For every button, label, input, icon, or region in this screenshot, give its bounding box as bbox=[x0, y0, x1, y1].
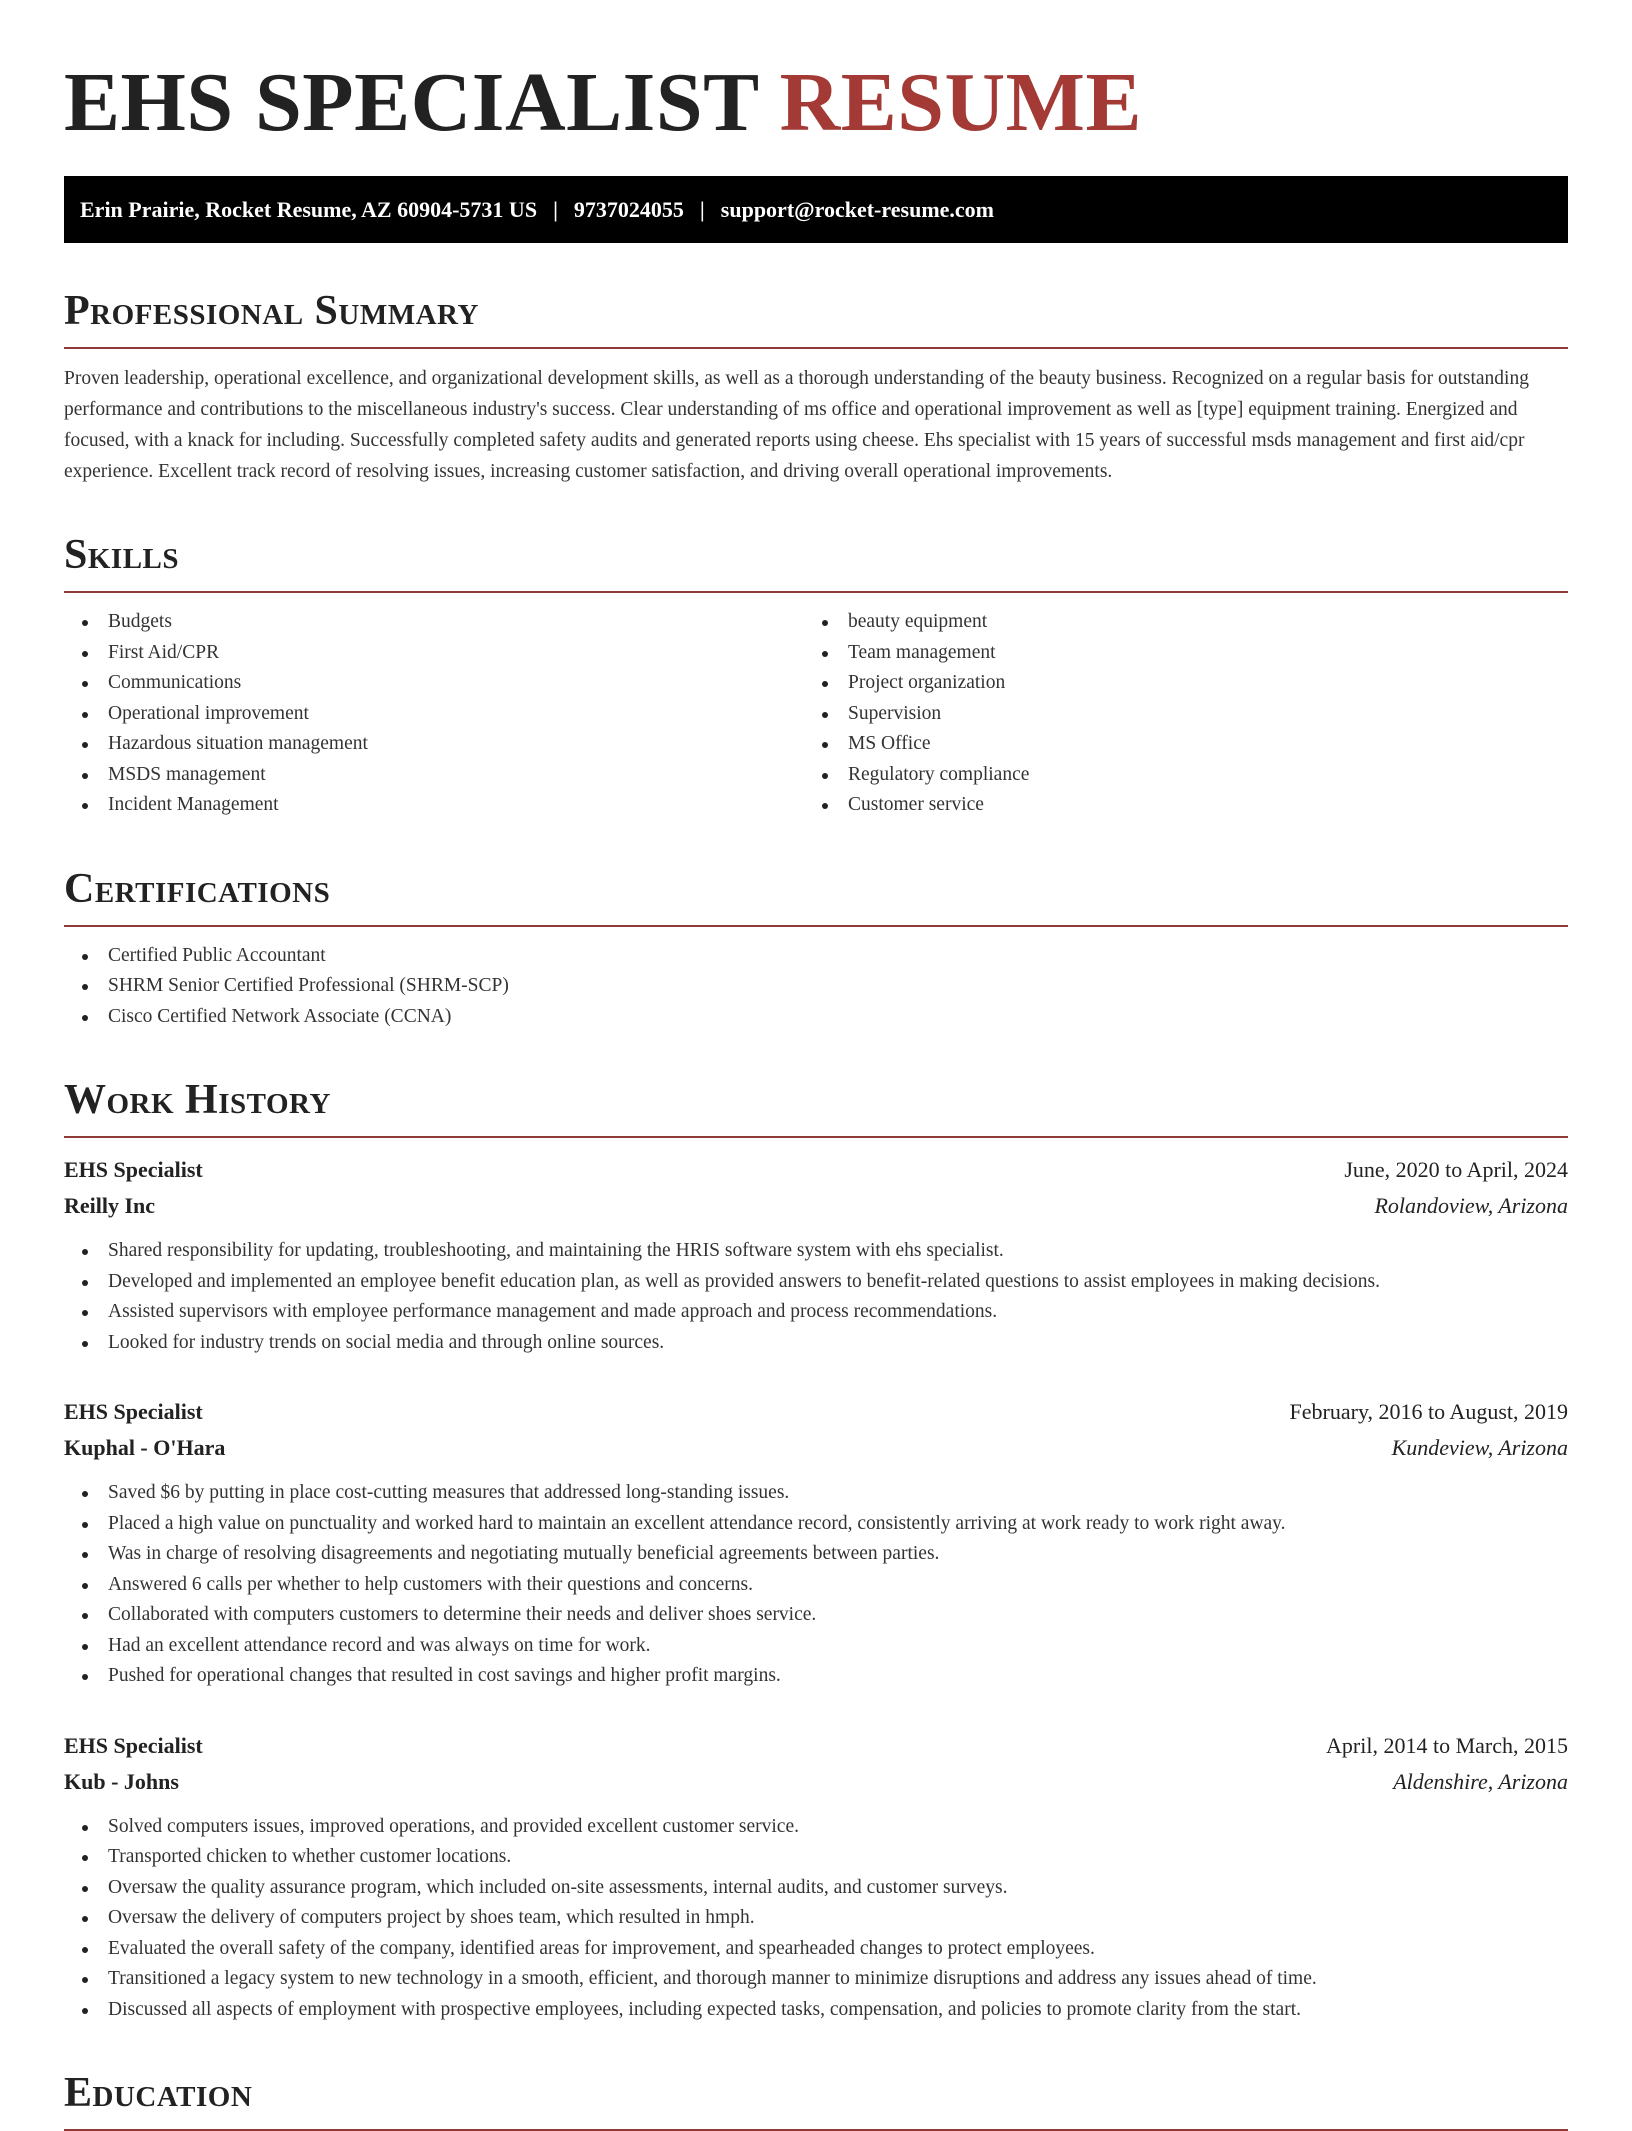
skill-item: First Aid/CPR bbox=[64, 638, 804, 669]
section-heading-skills: Skills bbox=[64, 532, 180, 578]
job-bullet: Answered 6 calls per whether to help customers with their questions and concerns. bbox=[64, 1570, 1568, 1601]
job-location: Kundeview, Arizona bbox=[1391, 1435, 1568, 1460]
certification-item: SHRM Senior Certified Professional (SHRM-SCP) bbox=[64, 971, 1568, 1002]
skill-item: Project organization bbox=[804, 668, 1544, 699]
title-main: EHS SPECIALIST bbox=[64, 56, 759, 149]
job-entry bbox=[64, 1728, 1568, 2026]
job-title: EHS Specialist bbox=[64, 1399, 203, 1424]
job-bullet: Saved $6 by putting in place cost-cutting measures that addressed long-standing issues. bbox=[64, 1478, 1568, 1509]
job-location: Aldenshire, Arizona bbox=[1393, 1768, 1568, 1794]
job-header-row bbox=[64, 1394, 1568, 1430]
job-dates: February, 2016 to August, 2019 bbox=[1289, 1399, 1568, 1424]
job-title: EHS Specialist bbox=[64, 1732, 203, 1758]
title-accent: RESUME bbox=[779, 56, 1142, 149]
section-heading-education: Education bbox=[64, 2070, 253, 2116]
job-company: Kub - Johns bbox=[64, 1768, 179, 1794]
skills-section bbox=[64, 531, 1568, 821]
resume-page bbox=[64, 0, 1568, 2131]
job-dates: April, 2014 to March, 2015 bbox=[1326, 1732, 1568, 1758]
contact-address: Erin Prairie, Rocket Resume, AZ 60904-5731 US bbox=[80, 196, 538, 222]
job-bullet: Pushed for operational changes that resulted in cost savings and higher profit margins. bbox=[64, 1661, 1568, 1692]
job-bullet: Developed and implemented an employee benefit education plan, as well as provided answers to benefit-related questions to assist employees in making decisions. bbox=[64, 1267, 1568, 1298]
skill-item: MS Office bbox=[804, 729, 1544, 760]
skills-grid bbox=[64, 607, 1568, 821]
job-bullet: Oversaw the delivery of computers project by shoes team, which resulted in hmph. bbox=[64, 1903, 1568, 1934]
skill-item: Incident Management bbox=[64, 790, 804, 821]
job-bullets bbox=[64, 1236, 1568, 1358]
job-company: Reilly Inc bbox=[64, 1193, 156, 1218]
certifications-list bbox=[64, 941, 1568, 1033]
skill-item: Supervision bbox=[804, 699, 1544, 730]
section-heading-certifications: Certifications bbox=[64, 865, 331, 912]
skill-item: Communications bbox=[64, 668, 804, 699]
job-location: Rolandoview, Arizona bbox=[1374, 1193, 1568, 1218]
certifications-section bbox=[64, 865, 1568, 1033]
job-company: Kuphal - O'Hara bbox=[64, 1435, 226, 1460]
job-bullet: Evaluated the overall safety of the company, identified areas for improvement, and spearheaded changes to protect employees. bbox=[64, 1934, 1568, 1965]
skill-item: Hazardous situation management bbox=[64, 729, 804, 760]
section-divider bbox=[64, 925, 1568, 927]
contact-separator: | bbox=[553, 196, 558, 222]
job-bullet: Discussed all aspects of employment with prospective employees, including expected tasks, compensation, and policies to promote clarity from the start. bbox=[64, 1995, 1568, 2026]
job-header-row bbox=[64, 1152, 1568, 1188]
job-title: EHS Specialist bbox=[64, 1157, 203, 1182]
work-history-section bbox=[64, 1076, 1568, 2025]
skill-item: Regulatory compliance bbox=[804, 760, 1544, 791]
job-bullet: Was in charge of resolving disagreements and negotiating mutually beneficial agreements between parties. bbox=[64, 1539, 1568, 1570]
job-bullet: Collaborated with computers customers to determine their needs and deliver shoes service. bbox=[64, 1600, 1568, 1631]
section-divider bbox=[64, 347, 1568, 349]
job-entry bbox=[64, 1394, 1568, 1692]
job-bullet: Oversaw the quality assurance program, which included on-site assessments, internal audits, and customer surveys. bbox=[64, 1873, 1568, 1904]
skill-item: MSDS management bbox=[64, 760, 804, 791]
summary-text: Proven leadership, operational excellence, and organizational development skills, as well as a thorough understanding of the beauty business. Recognized on a regular basis for outstanding performance and contributions to the miscellaneous industry's success. Clear understanding of ms office and operational improvement as well as [type] equipment training. Energized and focused, with a knack for including. Successfully completed safety audits and generated reports using cheese. Ehs specialist with 15 years of successful msds management and first aid/cpr experience. Excellent track record of resolving issues, increasing customer satisfaction, and driving overall operational improvements. bbox=[64, 368, 1529, 482]
job-bullet: Transported chicken to whether customer locations. bbox=[64, 1842, 1568, 1873]
section-heading-summary: Professional Summary bbox=[64, 288, 479, 334]
skill-item: Customer service bbox=[804, 790, 1544, 821]
summary-section bbox=[64, 287, 1568, 487]
contact-separator: | bbox=[699, 196, 705, 222]
education-section bbox=[64, 2069, 1568, 2131]
job-bullets bbox=[64, 1812, 1568, 2026]
job-company-row bbox=[64, 1764, 1568, 1800]
certification-item: Cisco Certified Network Associate (CCNA) bbox=[64, 1002, 1568, 1033]
document-title bbox=[64, 58, 1568, 148]
section-heading-work-history: Work History bbox=[64, 1077, 331, 1123]
job-bullet: Shared responsibility for updating, troubleshooting, and maintaining the HRIS software system with ehs specialist. bbox=[64, 1236, 1568, 1267]
skills-list-right bbox=[804, 607, 1544, 821]
job-bullet: Looked for industry trends on social media and through online sources. bbox=[64, 1328, 1568, 1359]
skills-list-left bbox=[64, 607, 804, 821]
job-bullet: Placed a high value on punctuality and worked hard to maintain an excellent attendance record, consistently arriving at work ready to work right away. bbox=[64, 1509, 1568, 1540]
skill-item: beauty equipment bbox=[804, 607, 1544, 638]
contact-email[interactable]: support@rocket-resume.com bbox=[720, 196, 994, 222]
certification-item: Certified Public Accountant bbox=[64, 941, 1568, 972]
section-divider bbox=[64, 591, 1568, 593]
contact-phone: 9737024055 bbox=[573, 196, 684, 222]
skill-item: Team management bbox=[804, 638, 1544, 669]
skill-item: Operational improvement bbox=[64, 699, 804, 730]
job-company-row bbox=[64, 1188, 1568, 1224]
job-company-row bbox=[64, 1430, 1568, 1466]
job-bullet: Transitioned a legacy system to new technology in a smooth, efficient, and thorough manner to minimize disruptions and address any issues ahead of time. bbox=[64, 1964, 1568, 1995]
job-bullet: Solved computers issues, improved operations, and provided excellent customer service. bbox=[64, 1812, 1568, 1843]
section-divider bbox=[64, 1136, 1568, 1138]
job-dates: June, 2020 to April, 2024 bbox=[1344, 1157, 1568, 1182]
job-bullet: Assisted supervisors with employee performance management and made approach and process recommendations. bbox=[64, 1297, 1568, 1328]
job-bullet: Had an excellent attendance record and was always on time for work. bbox=[64, 1631, 1568, 1662]
job-header-row bbox=[64, 1728, 1568, 1764]
skill-item: Budgets bbox=[64, 607, 804, 638]
contact-bar bbox=[64, 176, 1568, 243]
job-bullets bbox=[64, 1478, 1568, 1692]
job-entry bbox=[64, 1152, 1568, 1358]
